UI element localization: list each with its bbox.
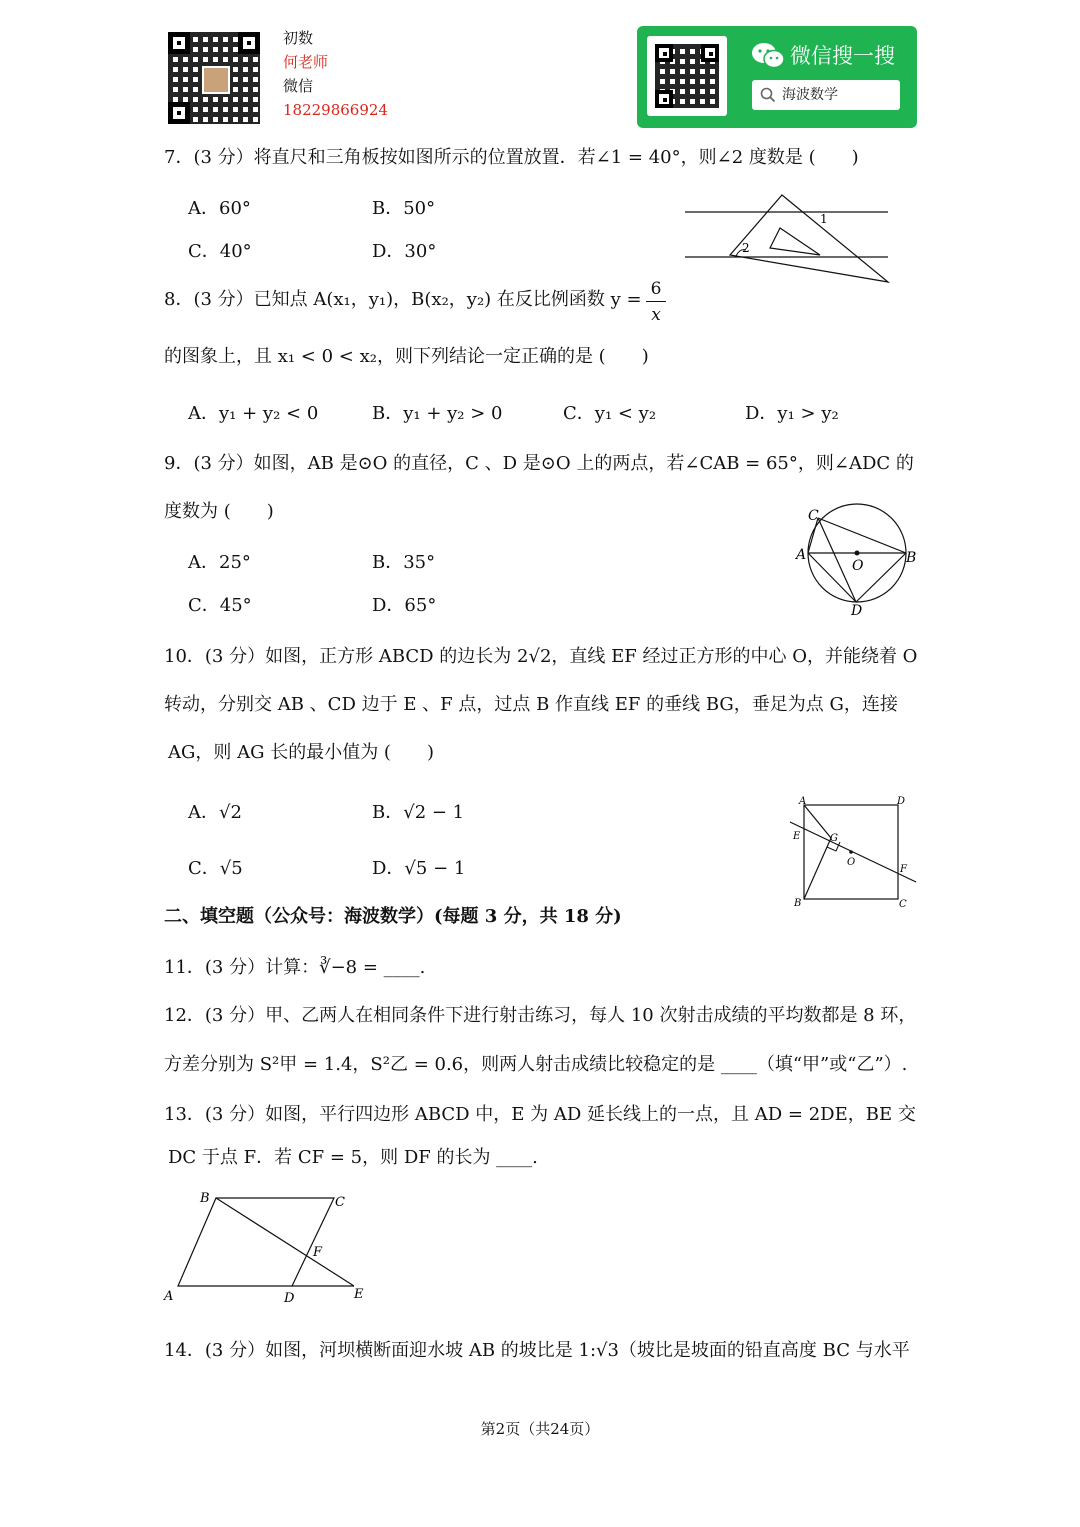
q9-point-d: D — [851, 603, 863, 619]
q10-option-d: D．√5 − 1 — [372, 858, 466, 879]
q13-point-d: D — [284, 1291, 295, 1306]
q9-option-d: D．65° — [372, 595, 437, 616]
q9-option-c: C．45° — [188, 595, 252, 616]
q14-stem-part1: 14．(3 分）如图，河坝横断面迎水坡 AB 的坡比是 1:√3（坡比是坡面的铅直高度 BC 与水平 — [164, 1340, 910, 1361]
wechat-search-title: 微信搜一搜 — [790, 44, 895, 68]
q8-option-d: D．y₁ > y₂ — [745, 403, 839, 424]
q12-stem-part1: 12．(3 分）甲、乙两人在相同条件下进行射击练习，每人 10 次射击成绩的平均数都是 8 环， — [164, 1005, 917, 1026]
qr-avatar — [202, 66, 230, 94]
q9-stem-part2: 度数为 ( ) — [164, 501, 274, 522]
q10-point-a: A — [799, 796, 807, 807]
q10-stem-part3: AG，则 AG 长的最小值为 ( ) — [168, 742, 434, 763]
q9-point-c: C — [808, 508, 819, 524]
q10-option-b: B．√2 − 1 — [372, 802, 465, 823]
contact-line-3: 微信 — [283, 77, 314, 95]
q13-stem-part1: 13．(3 分）如图，平行四边形 ABCD 中，E 为 AD 延长线上的一点，且 AD = 2DE，BE 交 — [164, 1104, 916, 1125]
contact-line-1: 初数 — [283, 29, 314, 47]
q7-option-b: B．50° — [372, 198, 436, 219]
q10-stem-part1: 10．(3 分）如图，正方形 ABCD 的边长为 2√2，直线 EF 经过正方形的中心 O，并能绕着 O — [164, 646, 918, 667]
q7-option-c: C．40° — [188, 241, 252, 262]
q7-option-a: A．60° — [188, 198, 251, 219]
q13-point-b: B — [200, 1191, 210, 1206]
q8-option-b: B．y₁ + y₂ > 0 — [372, 403, 503, 424]
q10-point-d: D — [897, 796, 906, 807]
q7-ruler-triangle-figure — [680, 190, 895, 290]
q7-angle-2-label: 2 — [742, 241, 750, 255]
q10-option-c: C．√5 — [188, 858, 243, 879]
q13-parallelogram-figure — [160, 1186, 375, 1308]
q9-point-b: B — [906, 550, 917, 566]
q13-stem-part2: DC 于点 F．若 CF = 5，则 DF 的长为 ____. — [168, 1147, 538, 1168]
q7-option-d: D．30° — [372, 241, 437, 262]
q8-stem-part2: 的图象上，且 x₁ < 0 < x₂，则下列结论一定正确的是 ( ) — [164, 346, 649, 367]
wechat-qr-code[interactable] — [647, 36, 727, 116]
q8-option-a: A．y₁ + y₂ < 0 — [188, 403, 319, 424]
q9-option-a: A．25° — [188, 552, 251, 573]
contact-teacher-name: 何老师 — [283, 53, 329, 71]
q10-point-o: O — [847, 857, 856, 868]
contact-qr-code[interactable] — [168, 32, 260, 124]
q10-point-f: F — [900, 864, 907, 875]
q9-point-a: A — [796, 547, 807, 563]
q9-option-b: B．35° — [372, 552, 436, 573]
q10-point-e: E — [793, 831, 801, 842]
q8-fraction-numerator: 6 — [650, 279, 662, 299]
wechat-logo-icon — [751, 42, 785, 70]
q8-fraction-bar — [646, 301, 666, 302]
wechat-search-card[interactable] — [637, 26, 917, 128]
q8-fraction-denominator: x — [651, 305, 661, 325]
q9-circle-figure — [790, 502, 920, 620]
q7-angle-1-label: 1 — [820, 212, 828, 226]
q10-point-b: B — [794, 898, 802, 909]
section-2-title: 二、填空题（公众号：海波数学）(每题 3 分，共 18 分) — [164, 906, 622, 927]
q13-point-e: E — [354, 1287, 364, 1302]
q8-option-c: C．y₁ < y₂ — [563, 403, 657, 424]
search-icon — [760, 87, 776, 103]
wechat-search-box[interactable] — [752, 80, 900, 110]
q13-point-f: F — [313, 1245, 323, 1260]
q12-stem-part2: 方差分别为 S²甲 = 1.4，S²乙 = 0.6，则两人射击成绩比较稳定的是 ____（填“甲”或“乙”）. — [164, 1054, 908, 1075]
q13-point-a: A — [164, 1289, 174, 1304]
q10-point-g: G — [830, 833, 838, 844]
page-number-footer: 第2页（共24页） — [480, 1420, 600, 1438]
q8-stem-part1: 8．(3 分）已知点 A(x₁，y₁)，B(x₂，y₂) 在反比例函数 y = — [164, 289, 642, 310]
q10-option-a: A．√2 — [188, 802, 242, 823]
q10-stem-part2: 转动，分别交 AB 、CD 边于 E 、F 点，过点 B 作直线 EF 的垂线 BG，垂足为点 G，连接 — [164, 694, 898, 715]
q9-stem-part1: 9．(3 分）如图，AB 是⊙O 的直径，C 、D 是⊙O 上的两点，若∠CAB = 65°，则∠ADC 的 — [164, 453, 914, 474]
q11-stem: 11．(3 分）计算：∛−8 = ____. — [164, 957, 426, 978]
q10-point-c: C — [899, 899, 907, 910]
q10-square-figure — [786, 792, 920, 912]
wechat-search-query: 海波数学 — [782, 87, 838, 103]
q9-point-o: O — [852, 558, 864, 574]
q7-stem: 7．(3 分）将直尺和三角板按如图所示的位置放置．若∠1 = 40°，则∠2 度数是 ( ) — [164, 147, 859, 168]
contact-phone: 18229866924 — [283, 101, 388, 119]
q13-point-c: C — [335, 1195, 345, 1210]
